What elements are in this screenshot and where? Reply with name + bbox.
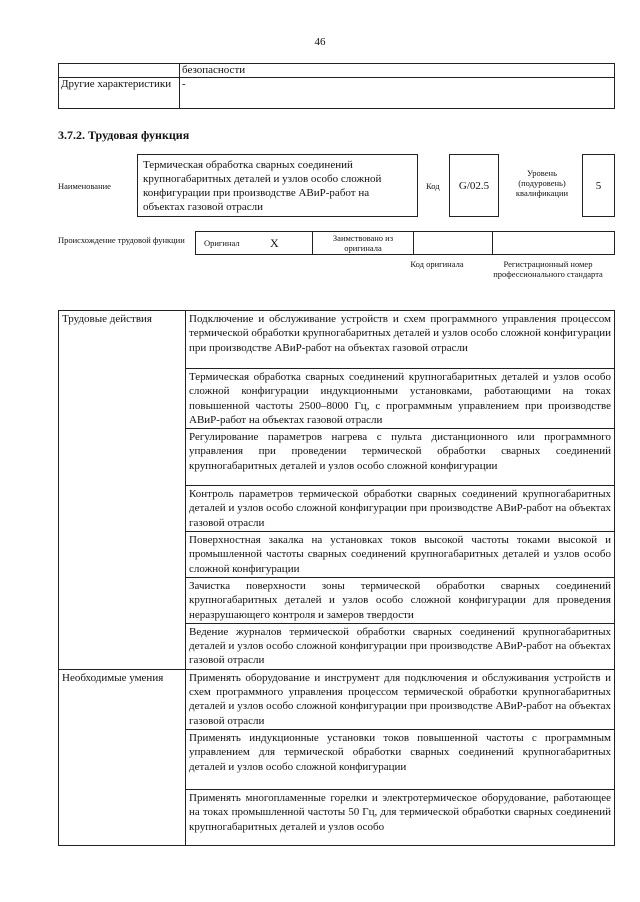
name-label: Наименование	[58, 181, 111, 191]
original-code-caption: Код оригинала	[410, 259, 464, 269]
original-code-cell	[414, 232, 493, 255]
level-label: Уровень (подуровень) квалификации	[515, 168, 569, 198]
labor-actions-label: Трудовые действия	[59, 311, 186, 670]
function-code-box: G/02.5	[449, 154, 499, 217]
qualification-level-box: 5	[582, 154, 615, 217]
skills-label: Необходимые умения	[59, 669, 186, 845]
labor-action-item: Ведение журналов термической обработки сварных соединений крупногабаритных деталей и узлов особо сложной конфигурации при производстве АВиР-работ на объектах газовой отрасли	[186, 623, 615, 669]
skill-item: Применять многопламенные горелки и электротермическое оборудование, работающее на токах промышленной частоты 50 Гц, для термической обработки сварных соединений крупногабаритных деталей и узлов особо	[186, 789, 615, 845]
labor-action-item: Термическая обработка сварных соединений крупногабаритных деталей и узлов особо сложной конфигурации индукционными установками, работающими на токах повышенной частоты 2500–8000 Гц, с программным управлением при производстве АВиР-работ на объектах газовой отрасли	[186, 369, 615, 429]
skill-item: Применять оборудование и инструмент для подключения и обслуживания устройств и схем программного управления процессом термической обработки крупногабаритных деталей и узлов особо сложной конфигурации при производстве АВиР-работ на объектах газовой отрасли	[186, 669, 615, 729]
characteristics-table	[58, 63, 615, 109]
registration-number-caption: Регистрационный номер профессионального стандарта	[493, 259, 603, 279]
other-characteristics-label: Другие характеристики	[59, 78, 180, 109]
labor-function-table	[58, 310, 615, 846]
labor-action-item: Подключение и обслуживание устройств и схем программного управления процессом термической обработки крупногабаритных деталей и узлов особо сложной конфигурации при производстве АВиР-работ на объектах газовой отрасли	[186, 311, 615, 369]
borrowed-label: Заимствовано из оригинала	[313, 232, 414, 255]
function-name-box: Термическая обработка сварных соединений крупногабаритных деталей и узлов особо сложной конфигурации при производстве АВиР-работ на объектах газовой отрасли	[137, 154, 418, 217]
labor-action-item: Регулирование параметров нагрева с пульта дистанционного или программного управления при проведении термической обработки сварных соединений крупногабаритных деталей и узлов особо сложной конфигурации	[186, 429, 615, 486]
code-label: Код	[426, 181, 440, 191]
empty-cell	[59, 64, 180, 78]
other-characteristics-value: -	[180, 78, 615, 109]
labor-action-item: Поверхностная закалка на установках токов высокой частоты токами высокой и промышленной частоты сварных соединений крупногабаритных деталей и узлов особо сложной конфигурации	[186, 532, 615, 578]
original-label: Оригинал	[196, 232, 269, 255]
origin-label: Происхождение трудовой функции	[58, 235, 185, 245]
labor-action-item: Зачистка поверхности зоны термической обработки сварных соединений крупногабаритных деталей и узлов особо сложной конфигурации для проведения неразрушающего контроля и замеров твердости	[186, 577, 615, 623]
skill-item: Применять индукционные установки токов повышенной частоты с программным управлением для термической обработки сварных соединений крупногабаритных деталей и узлов особо сложной конфигурации	[186, 729, 615, 789]
original-mark: X	[268, 232, 313, 255]
continuation-cell: безопасности	[180, 64, 615, 78]
section-title: 3.7.2. Трудовая функция	[58, 128, 190, 142]
origin-table	[195, 231, 615, 255]
registration-number-cell	[493, 232, 615, 255]
labor-action-item: Контроль параметров термической обработки сварных соединений крупногабаритных деталей и узлов особо сложной конфигурации при производстве АВиР-работ на объектах газовой отрасли	[186, 486, 615, 532]
page-number: 46	[314, 36, 326, 48]
